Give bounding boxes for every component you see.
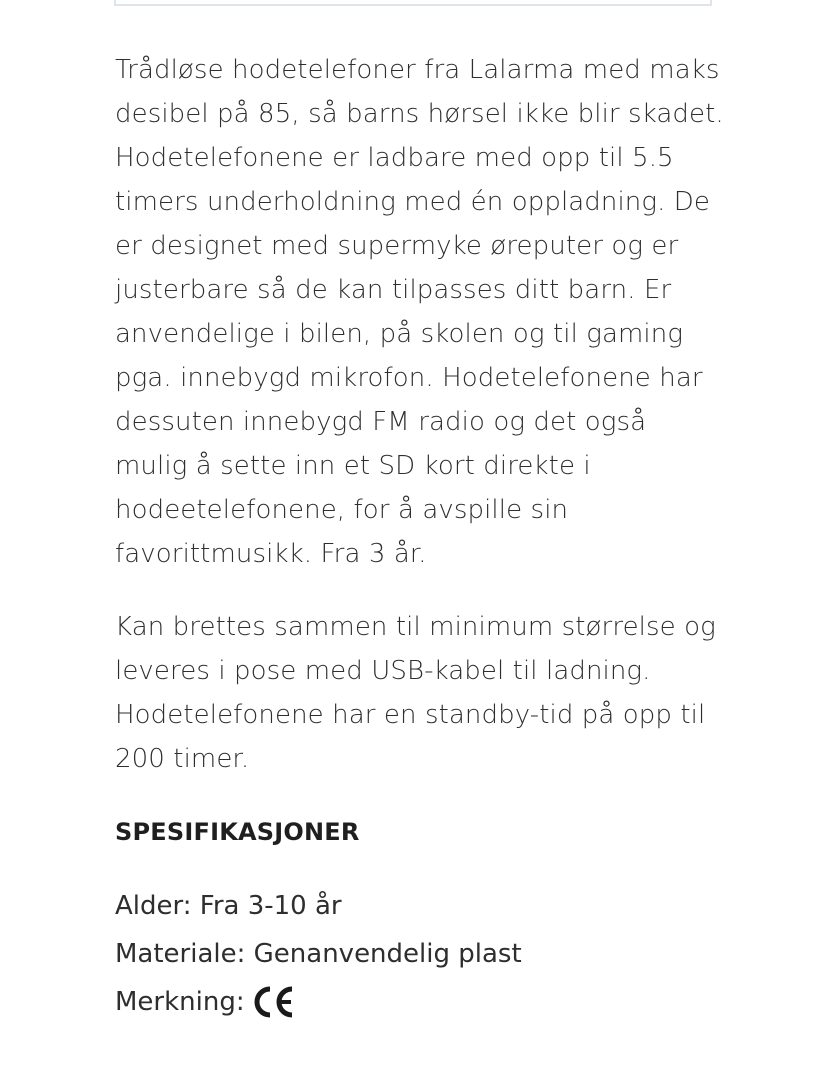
specifications-heading: SPESIFIKASJONER [115, 818, 360, 846]
ce-mark-icon [251, 982, 295, 1022]
spec-marking-label: Merkning: [115, 987, 245, 1017]
spec-age: Alder: Fra 3-10 år [115, 891, 342, 921]
spec-material: Materiale: Genanvendelig plast [115, 939, 522, 969]
product-description [115, 48, 725, 1026]
top-box-border [114, 0, 712, 6]
specifications-list [115, 882, 725, 1026]
spec-marking [115, 978, 725, 1026]
description-paragraph-1: Trådløse hodetelefoner fra Lalarma med maks desibel på 85, så barns hørsel ikke blir skadet. Hodetelefonene er ladbare med opp til 5.5 timers underholdning med én oppladning. De er designet med supermyke øreputer og er justerbare så de kan tilpasses ditt barn. Er anvendelige i bilen, på skolen og til gaming pga. innebygd mikrofon. Hodetelefonene har dessuten innebygd FM radio og det også mulig å sette inn et SD kort direkte i hodeetelefonene, for å avspille sin favorittmusikk. Fra 3 år. [115, 55, 724, 569]
description-paragraph-2: Kan brettes sammen til minimum størrelse og leveres i pose med USB-kabel til ladning. Hodetelefonene har en standby-tid på opp til 200 timer. [115, 612, 716, 774]
